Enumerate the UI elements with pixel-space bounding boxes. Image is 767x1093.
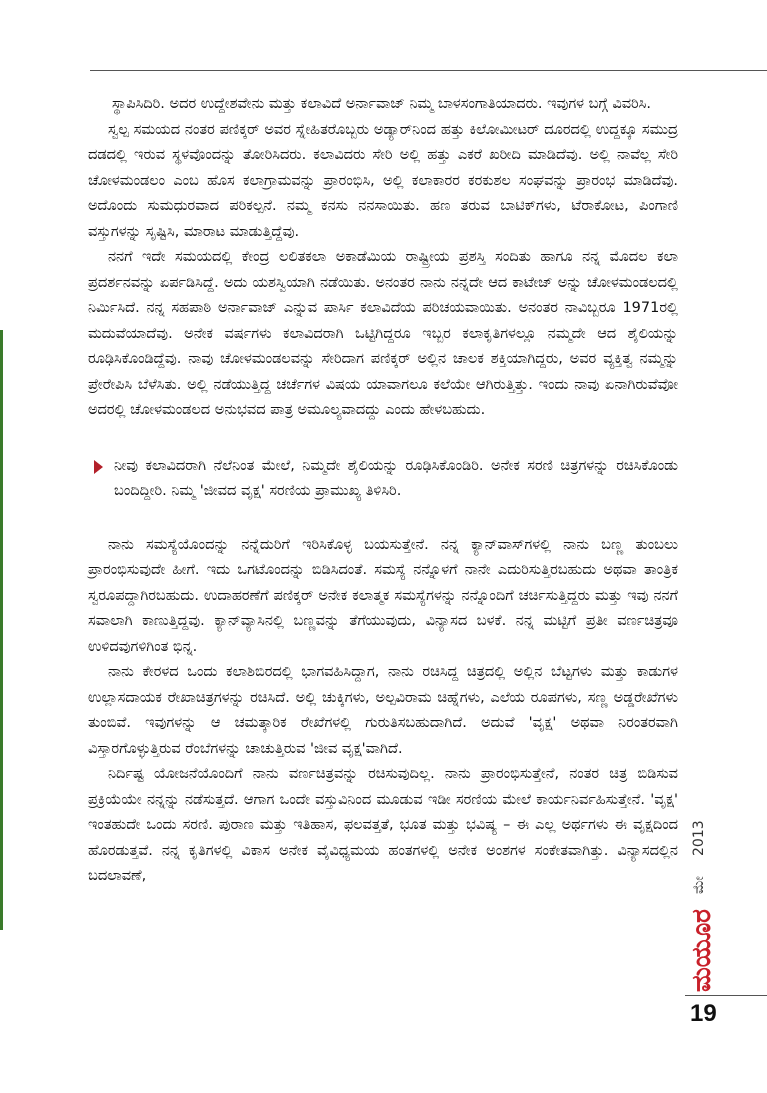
issue-year: 2013 <box>691 820 707 856</box>
magazine-logo: ಮಯೂರ <box>687 909 717 993</box>
article-body <box>88 92 678 890</box>
answer-paragraph: ನಿರ್ದಿಷ್ಟ ಯೋಜನೆಯೊಂದಿಗೆ ನಾನು ವರ್ಣಚಿತ್ರವನ್ನು ರಚಿಸುವುದಿಲ್ಲ. ನಾನು ಪ್ರಾರಂಭಿಸುತ್ತೇನೆ, ನಂತರ ಚಿತ್ರ ಬಿಡಿಸುವ ಪ್ರಕ್ರಿಯೆಯೇ ನನ್ನನ್ನು ನಡೆಸುತ್ತದೆ. ಆಗಾಗ ಒಂದೇ ವಸ್ತುವಿನಿಂದ ಮೂಡುವ ಇಡೀ ಸರಣಿಯ ಮೇಲೆ ಕಾರ್ಯನಿರ್ವಹಿಸುತ್ತೇನೆ. 'ವೃಕ್ಷ' ಇಂತಹುದೇ ಒಂದು ಸರಣಿ. ಪುರಾಣ ಮತ್ತು ಇತಿಹಾಸ, ಫಲವತ್ತತೆ, ಭೂತ ಮತ್ತು ಭವಿಷ್ಯ – ಈ ಎಲ್ಲ ಅರ್ಥಗಳು ಈ ವೃಕ್ಷದಿಂದ ಹೊರಡುತ್ತವೆ. ನನ್ನ ಕೃತಿಗಳಲ್ಲಿ ವಿಕಾಸ ಅನೇಕ ವೈವಿಧ್ಯಮಯ ಹಂತಗಳಲ್ಲಿ ಅನೇಕ ಅಂಶಗಳ ಸಂಕೇತವಾಗಿತ್ತು. ವಿನ್ಯಾಸದಲ್ಲಿನ ಬದಲಾವಣೆ, <box>88 766 678 884</box>
page-edge-bleed <box>0 330 3 930</box>
page-number: 19 <box>690 1000 717 1027</box>
answer-paragraph: ನನಗೆ ಇದೇ ಸಮಯದಲ್ಲಿ ಕೇಂದ್ರ ಲಲಿತಕಲಾ ಅಕಾಡೆಮಿಯ ರಾಷ್ಟ್ರೀಯ ಪ್ರಶಸ್ತಿ ಸಂದಿತು ಹಾಗೂ ನನ್ನ ಮೊದಲ ಕಲಾ ಪ್ರದರ್ಶನವನ್ನು ಏರ್ಪಡಿಸಿದ್ದೆ. ಅದು ಯಶಸ್ವಿಯಾಗಿ ನಡೆಯಿತು. ಅನಂತರ ನಾನು ನನ್ನದೇ ಆದ ಕಾಟೇಜ್ ಅನ್ನು ಚೋಳಮಂಡಲದಲ್ಲಿ ನಿರ್ಮಿಸಿದೆ. ನನ್ನ ಸಹಪಾಠಿ ಅರ್ನಾವಾಜ್ ಎನ್ನುವ ಪಾರ್ಸಿ ಕಲಾವಿದೆಯ ಪರಿಚಯವಾಯಿತು. ಅನಂತರ ನಾವಿಬ್ಬರೂ 1971ರಲ್ಲಿ ಮದುವೆಯಾದೆವು. ಅನೇಕ ವರ್ಷಗಳು ಕಲಾವಿದರಾಗಿ ಒಟ್ಟಿಗಿದ್ದರೂ ಇಬ್ಬರ ಕಲಾಕೃತಿಗಳಲ್ಲೂ ನಮ್ಮದೇ ಆದ ಶೈಲಿಯನ್ನು ರೂಢಿಸಿಕೊಂಡಿದ್ದೆವು. ನಾವು ಚೋಳಮಂಡಲವನ್ನು ಸೇರಿದಾಗ ಪಣಿಕ್ಕರ್ ಅಲ್ಲಿನ ಚಾಲಕ ಶಕ್ತಿಯಾಗಿದ್ದರು, ಅವರ ವ್ಯಕ್ತಿತ್ವ ನಮ್ಮನ್ನು ಪ್ರೇರೇಪಿಸಿ ಬೆಳೆಸಿತು. ಅಲ್ಲಿ ನಡೆಯುತ್ತಿದ್ದ ಚರ್ಚೆಗಳ ವಿಷಯ ಯಾವಾಗಲೂ ಕಲೆಯೇ ಆಗಿರುತ್ತಿತ್ತು. ಇಂದು ನಾವು ಏನಾಗಿರುವೆವೋ ಅದರಲ್ಲಿ ಚೋಳಮಂಡಲದ ಅನುಭವದ ಪಾತ್ರ ಅಮೂಲ್ಯವಾದದ್ದು ಎಂದು ಹೇಳಬಹುದು. <box>88 249 678 418</box>
question-block <box>88 454 678 505</box>
answer-paragraph: ನಾನು ಕೇರಳದ ಒಂದು ಕಲಾಶಿಬಿರದಲ್ಲಿ ಭಾಗವಹಿಸಿದ್ದಾಗ, ನಾನು ರಚಿಸಿದ್ದ ಚಿತ್ರದಲ್ಲಿ ಅಲ್ಲಿನ ಬೆಟ್ಟಗಳು ಮತ್ತು ಕಾಡುಗಳ ಉಲ್ಲಾಸದಾಯಕ ರೇಖಾಚಿತ್ರಗಳನ್ನು ರಚಿಸಿದೆ. ಅಲ್ಲಿ ಚುಕ್ಕಿಗಳು, ಅಲ್ಪವಿರಾಮ ಚಿಹ್ನೆಗಳು, ಎಲೆಯ ರೂಪಗಳು, ಸಣ್ಣ ಅಡ್ಡರೇಖೆಗಳು ತುಂಬಿವೆ. ಇವುಗಳನ್ನು ಆ ಚಮತ್ಕಾರಿಕ ರೇಖೆಗಳಲ್ಲಿ ಗುರುತಿಸಬಹುದಾಗಿದೆ. ಅದುವೆ 'ವೃಕ್ಷ' ಅಥವಾ ನಿರಂತರವಾಗಿ ವಿಸ್ತಾರಗೊಳ್ಳುತ್ತಿರುವ ರೆಂಬೆಗಳನ್ನು ಚಾಚುತ್ತಿರುವ 'ಜೀವ ವೃಕ್ಷ'ವಾಗಿದೆ. <box>88 664 678 757</box>
question-continuation: ಸ್ಥಾಪಿಸಿದಿರಿ. ಅದರ ಉದ್ದೇಶವೇನು ಮತ್ತು ಕಲಾವಿದೆ ಅರ್ನಾವಾಜ್ ನಿಮ್ಮ ಬಾಳಸಂಗಾತಿಯಾದರು. ಇವುಗಳ ಬಗ್ಗೆ ವಿವರಿಸಿ. <box>112 96 651 112</box>
issue-month: ಮೇ <box>691 876 707 895</box>
answer-paragraph: ನಾನು ಸಮಸ್ಯೆಯೊಂದನ್ನು ನನ್ನೆದುರಿಗೆ ಇರಿಸಿಕೊಳ್ಳ ಬಯಸುತ್ತೇನೆ. ನನ್ನ ಕ್ಯಾನ್‌ವಾಸ್‌ಗಳಲ್ಲಿ ನಾನು ಬಣ್ಣ ತುಂಬಲು ಪ್ರಾರಂಭಿಸುವುದೇ ಹೀಗೆ. ಇದು ಒಗಟೊಂದನ್ನು ಬಿಡಿಸಿದಂತೆ. ಸಮಸ್ಯೆ ನನ್ನೊಳಗೆ ನಾನೇ ಎದುರಿಸುತ್ತಿರಬಹುದು ಅಥವಾ ತಾಂತ್ರಿಕ ಸ್ವರೂಪದ್ದಾಗಿರಬಹುದು. ಉದಾಹರಣೆಗೆ ಪಣಿಕ್ಕರ್ ಅನೇಕ ಕಲಾತ್ಮಕ ಸಮಸ್ಯೆಗಳನ್ನು ನನ್ನೊಂದಿಗೆ ಚರ್ಚಿಸುತ್ತಿದ್ದರು ಮತ್ತು ಇವು ನನಗೆ ಸವಾಲಾಗಿ ಕಾಣುತ್ತಿದ್ದವು. ಕ್ಯಾನ್‌ವ್ಯಾಸಿನಲ್ಲಿ ಬಣ್ಣವನ್ನು ತೆಗೆಯುವುದು, ವಿನ್ಯಾಸದ ಬಳಕೆ. ನನ್ನ ಮಟ್ಟಿಗೆ ಪ್ರತೀ ವರ್ಣಚಿತ್ರವೂ ಉಳಿದವುಗಳಿಗಿಂತ ಭಿನ್ನ. <box>88 536 678 655</box>
triangle-bullet-icon <box>94 460 103 474</box>
question-text: ನೀವು ಕಲಾವಿದರಾಗಿ ನೆಲೆನಿಂತ ಮೇಲೆ, ನಿಮ್ಮದೇ ಶೈಲಿಯನ್ನು ರೂಢಿಸಿಕೊಂಡಿರಿ. ಅನೇಕ ಸರಣಿ ಚಿತ್ರಗಳನ್ನು ರಚಿಸಿಕೊಂಡು ಬಂದಿದ್ದೀರಿ. ನಿಮ್ಮ 'ಜೀವದ ವೃಕ್ಷ' ಸರಣಿಯ ಪ್ರಾಮುಖ್ಯ ತಿಳಿಸಿರಿ. <box>114 457 678 499</box>
answer-paragraph: ಸ್ವಲ್ಪ ಸಮಯದ ನಂತರ ಪಣಿಕ್ಕರ್ ಅವರ ಸ್ನೇಹಿತರೊಬ್ಬರು ಅಡ್ಯಾರ್‌ನಿಂದ ಹತ್ತು ಕಿಲೋಮೀಟರ್ ದೂರದಲ್ಲಿ ಉದ್ದಕ್ಕೂ ಸಮುದ್ರ ದಡದಲ್ಲಿ ಇರುವ ಸ್ಥಳವೊಂದನ್ನು ತೋರಿಸಿದರು. ಕಲಾವಿದರು ಸೇರಿ ಅಲ್ಲಿ ಹತ್ತು ಎಕರೆ ಖರೀದಿ ಮಾಡಿದೆವು. ಅಲ್ಲಿ ನಾವೆಲ್ಲ ಸೇರಿ ಚೋಳಮಂಡಲಂ ಎಂಬ ಹೊಸ ಕಲಾಗ್ರಾಮವನ್ನು ಪ್ರಾರಂಭಿಸಿ, ಅಲ್ಲಿ ಕಲಾಕಾರರ ಕರಕುಶಲ ಸಂಘವನ್ನು ಪ್ರಾರಂಭ ಮಾಡಿದೆವು. ಅದೊಂದು ಸುಮಧುರವಾದ ಪರಿಕಲ್ಪನೆ. ನಮ್ಮ ಕನಸು ನನಸಾಯಿತು. ಹಣ ತರುವ ಬಾಟಿಕ್‌ಗಳು, ಟೆರಾಕೋಟ, ಪಿಂಗಾಣಿ ವಸ್ತುಗಳನ್ನು ಸೃಷ್ಟಿಸಿ, ಮಾರಾಟ ಮಾಡುತ್ತಿದ್ದೆವು. <box>88 121 678 240</box>
magazine-sidebar <box>689 808 725 1008</box>
top-divider <box>90 70 767 71</box>
footer-divider <box>685 995 767 996</box>
